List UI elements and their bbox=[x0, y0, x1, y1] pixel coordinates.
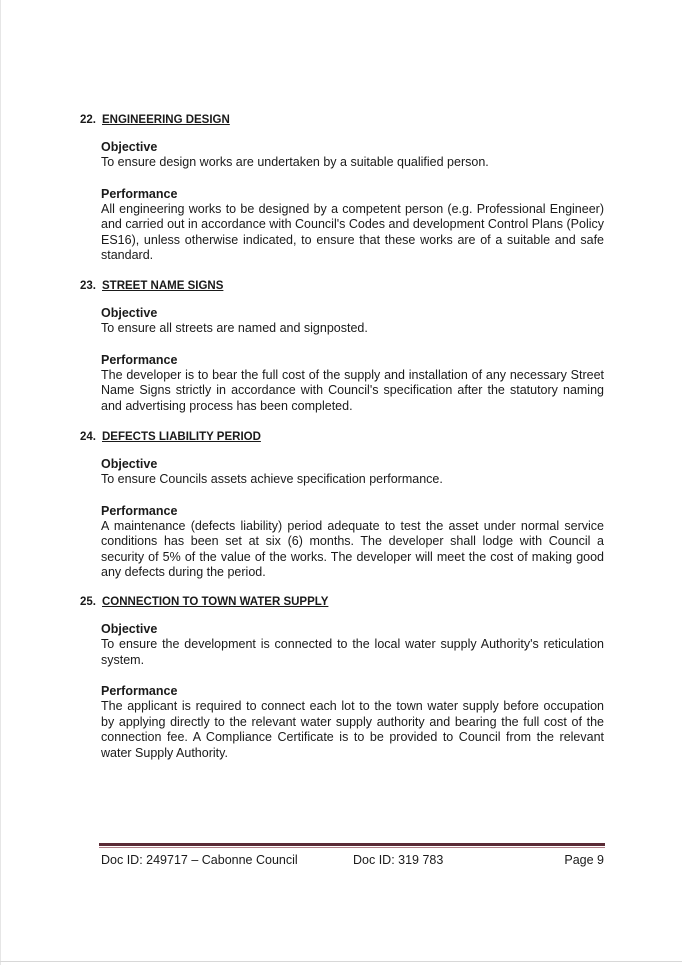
section-engineering-design bbox=[80, 113, 604, 264]
objective-label: Objective bbox=[101, 306, 158, 320]
footer-doc-id-middle: Doc ID: 319 783 bbox=[353, 853, 444, 867]
footer-rule bbox=[99, 843, 605, 846]
section-title: STREET NAME SIGNS bbox=[102, 280, 224, 292]
performance-text: A maintenance (defects liability) period adequate to test the asset under normal service conditions has been set at six (6) months. The developer shall lodge with Council a security of 5% of the value of the works. The developer will meet the cost of making good any defects during the period. bbox=[101, 518, 604, 579]
section-title: ENGINEERING DESIGN bbox=[102, 114, 230, 126]
performance-label: Performance bbox=[101, 186, 178, 201]
performance-label: Performance bbox=[101, 503, 178, 518]
section-number: 23. bbox=[80, 280, 96, 292]
footer-doc-id-left: Doc ID: 249717 – Cabonne Council bbox=[101, 853, 298, 867]
section-defects-liability-period bbox=[80, 430, 604, 581]
performance-label: Performance bbox=[101, 684, 178, 698]
objective-label: Objective bbox=[101, 622, 158, 636]
section-heading bbox=[80, 595, 604, 609]
section-heading bbox=[80, 279, 604, 293]
section-number: 24. bbox=[80, 431, 96, 443]
section-number: 22. bbox=[80, 114, 96, 126]
section-heading bbox=[80, 430, 604, 444]
section-title: DEFECTS LIABILITY PERIOD bbox=[102, 431, 261, 443]
performance-text: The applicant is required to connect each lot to the town water supply before occupation by applying directly to the relevant water supply authority and bearing the full cost of the connection fee. A Compliance Certificate is to be provided to Council from the relevant water Supply Authority. bbox=[101, 699, 604, 760]
performance-label: Performance bbox=[101, 352, 178, 367]
performance-text: All engineering works to be designed by a competent person (e.g. Professional Engineer) and carried out in accordance with Council's Codes and development Control Plans (Policy ES16), unless otherwise indicated, to ensure that these works are of a suitable and safe standard. bbox=[101, 201, 604, 262]
footer-rule-thin bbox=[99, 847, 605, 848]
page-bottom-edge bbox=[0, 961, 682, 962]
objective-text: To ensure Councils assets achieve specification performance. bbox=[101, 472, 443, 486]
objective-text: To ensure the development is connected to the local water supply Authority's reticulation system. bbox=[101, 637, 604, 667]
section-title: CONNECTION TO TOWN WATER SUPPLY bbox=[102, 596, 329, 608]
section-heading bbox=[80, 113, 604, 127]
performance-text: The developer is to bear the full cost of the supply and installation of any necessary Street Name Signs strictly in accordance with Council's specification after the statutory naming and advertising process has been completed. bbox=[101, 367, 604, 413]
objective-label: Objective bbox=[101, 140, 158, 154]
section-connection-to-town-water-supply bbox=[80, 595, 604, 761]
section-number: 25. bbox=[80, 596, 96, 608]
objective-text: To ensure design works are undertaken by a suitable qualified person. bbox=[101, 155, 489, 169]
objective-text: To ensure all streets are named and signposted. bbox=[101, 321, 368, 335]
objective-label: Objective bbox=[101, 457, 158, 471]
page-edge bbox=[0, 0, 1, 965]
footer-page-number: Page 9 bbox=[564, 853, 604, 867]
section-street-name-signs bbox=[80, 279, 604, 414]
